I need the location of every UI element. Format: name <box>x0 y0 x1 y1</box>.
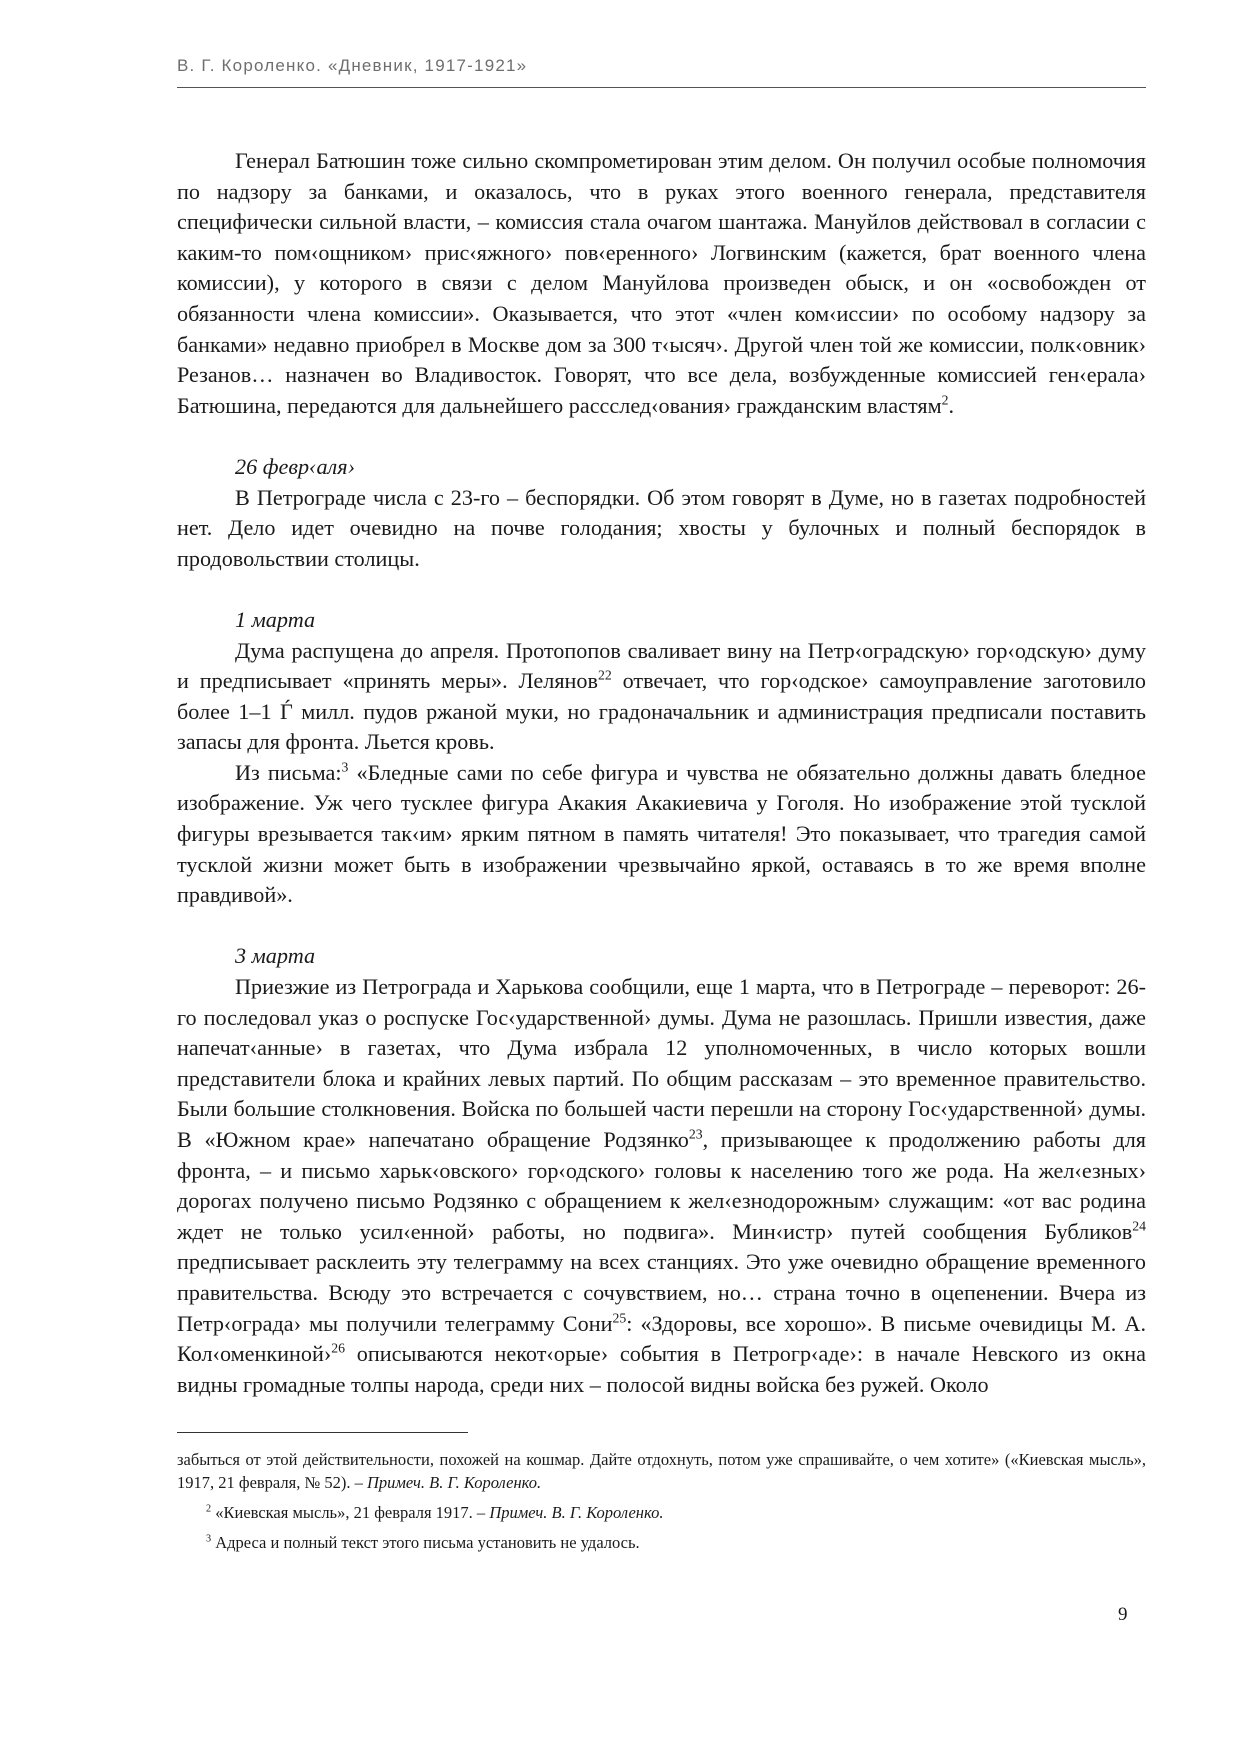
editor-note: Примеч. В. Г. Короленко. <box>366 1473 542 1492</box>
footnote-text: Адреса и полный текст этого письма установить не удалось. <box>211 1533 640 1552</box>
footnote-ref[interactable]: 22 <box>597 667 612 683</box>
diary-date: 26 февр‹аля› <box>235 453 355 479</box>
paragraph-text: : «Здоровы, все хорошо». В письме очевидицы М. А. Кол‹оменкиной› <box>177 1310 1146 1367</box>
main-text <box>177 146 1146 1400</box>
paragraph-text: , призывающее к продолжению работы для фронта, – и письмо харьк‹овского› гор‹одского› головы к населению того же рода. На жел‹езных› дорогах получено письмо Родзянко с обращением к жел‹езнодорожным› служащим: «от вас родина ждет не только усил‹енной› работы, но подвига». Мин‹истр› путей сообщения Бубликов <box>177 1127 1146 1244</box>
paragraph: В Петрограде числа с 23-го – беспорядки. Об этом говорят в Думе, но в газетах подробностей нет. Дело идет очевидно на почве голодания; хвосты у булочных и полный беспорядок в продовольствии столицы. <box>177 484 1146 571</box>
paragraph-text: предписывает расклеить эту телеграмму на всех станциях. Это уже очевидно обращение временного правительства. Всюду это встречается с сочувствием, но… страна точно в оцепенении. Вчера из Петр‹ограда› мы получили телеграмму Сони <box>177 1249 1146 1336</box>
footnote-ref[interactable]: 26 <box>331 1340 346 1356</box>
editor-note: Примеч. В. Г. Короленко. <box>489 1503 664 1522</box>
footnote-number: 3 <box>206 1533 212 1545</box>
footnote-ref[interactable]: 2 <box>941 392 949 408</box>
footnote-divider <box>177 1432 468 1433</box>
paragraph-text: Приезжие из Петрограда и Харькова сообщили, еще 1 марта, что в Петрограде – переворот: 26-го последовал указ о роспуске Гос‹ударственной› думы. Дума не разошлась. Пришли известия, даже напечат‹анные› в газетах, что Дума избрала 12 уполномоченных, в число которых вошли представители блока и крайних левых партий. По общим рассказам – это временное правительство. Были большие столкновения. Войска по большей части перешли на сторону Гос‹ударственной› думы. В «Южном крае» напечатано обращение Родзянко <box>177 974 1146 1152</box>
paragraph-text: Генерал Батюшин тоже сильно скомпрометирован этим делом. Он получил особые полномочия по надзору за банками, и оказалось, что в руках этого военного генерала, представителя специфически сильной власти, – комиссия стала очагом шантажа. Мануйлов действовал в согласии с каким-то пом‹ощником› прис‹яжного› пов‹еренного› Логвинским (кажется, брат военного члена комиссии), у которого в связи с делом Мануйлова произведен обыск, и он «освобожден от обязанности члена комиссии». Оказывается, что этот «член ком‹иссии› по особому надзору за банками» недавно приобрел в Москве дом за 300 т‹ысяч›. Другой член той же комиссии, полк‹овник› Резанов… назначен во Владивосток. Говорят, что все дела, возбужденные комиссией ген‹ерала› Батюшина, передаются для дальнейшего рассслед‹ования› гражданским властям <box>177 148 1146 418</box>
footnote-text: «Киевская мысль», 21 февраля 1917. – <box>211 1503 490 1522</box>
footnotes <box>177 1448 1146 1561</box>
paragraph <box>177 758 1146 911</box>
page-number: 9 <box>1118 1604 1128 1625</box>
paragraph-text: описываются некот‹орые› события в Петрогр‹аде›: в начале Невского из окна видны громадные толпы народа, среди них – полосой видны войска без ружей. Около <box>177 1341 1146 1397</box>
paragraph <box>177 636 1146 758</box>
footnote-text: забыться от этой действительности, похожей на кошмар. Дайте отдохнуть, потом уже спрашивайте, о чем хотите» («Киевская мысль», 1917, 21 февраля, № 52). – <box>177 1450 1146 1492</box>
footnote-ref[interactable]: 3 <box>341 759 349 775</box>
diary-date: 1 марта <box>235 606 316 632</box>
running-header: В. Г. Короленко. «Дневник, 1917-1921» <box>177 56 528 75</box>
footnote-ref[interactable]: 25 <box>612 1310 627 1326</box>
header-divider <box>177 87 1146 88</box>
footnote-continuation <box>177 1448 1146 1494</box>
paragraph-text: Дума распущена до апреля. Протопопов сваливает вину на Петр‹оградскую› гор‹одскую› думу и предписывает «принять меры». Лелянов <box>177 637 1146 694</box>
footnote-ref[interactable]: 23 <box>688 1126 703 1142</box>
paragraph: Генерал Батюшин тоже сильно скомпрометирован этим делом. Он получил особые полномочия по надзору за банками, и оказалось, что в руках этого военного генерала, представителя специфически сильной власти, – комиссия стала очагом шантажа. Мануйлов действовал в согласии с каким-то пом‹ощником› прис‹яжного› пов‹еренного› Логвинским (кажется, брат военного члена комиссии), у которого в связи с делом Мануйлова произведен обыск, и он «освобожден от обязанности члена комиссии». Оказывается, что этот «член ком‹иссии› по особому надзору за банками» недавно приобрел в Москве дом за 300 т‹ысяч›. Другой член той же комиссии, полк‹овник› Резанов… назначен во Владивосток. Говорят, что все дела, возбужденные комиссией ген‹ерала› Батюшина, передаются для дальнейшего рассслед‹ования› гражданским властям$^2$. <box>177 148 1146 418</box>
paragraph-text: «Бледные сами по себе фигура и чувства не обязательно должны давать бледное изображение. Уж чего тусклее фигура Акакия Акакиевича у Гоголя. Но изображение этой тусклой фигуры врезывается так‹им› ярким пятном в память читателя! Это показывает, что трагедия самой тусклой жизни может быть в изображении чрезвычайно яркой, оставаясь в то же время вполне правдивой». <box>177 759 1146 908</box>
diary-date: 3 марта <box>235 943 316 969</box>
footnote-3 <box>177 1531 1146 1554</box>
footnote-2 <box>177 1501 1146 1524</box>
footnote-ref[interactable]: 24 <box>1132 1218 1146 1234</box>
paragraph <box>177 972 1146 1400</box>
paragraph-text: Из письма: <box>235 759 342 785</box>
footnote-number: 2 <box>206 1503 212 1515</box>
paragraph-text: отвечает, что гор‹одское› самоуправление заготовило более 1–1 Ѓ милл. пудов ржаной муки, но градоначальник и администрация предписали поставить запасы для фронта. Льется кровь. <box>177 668 1146 755</box>
